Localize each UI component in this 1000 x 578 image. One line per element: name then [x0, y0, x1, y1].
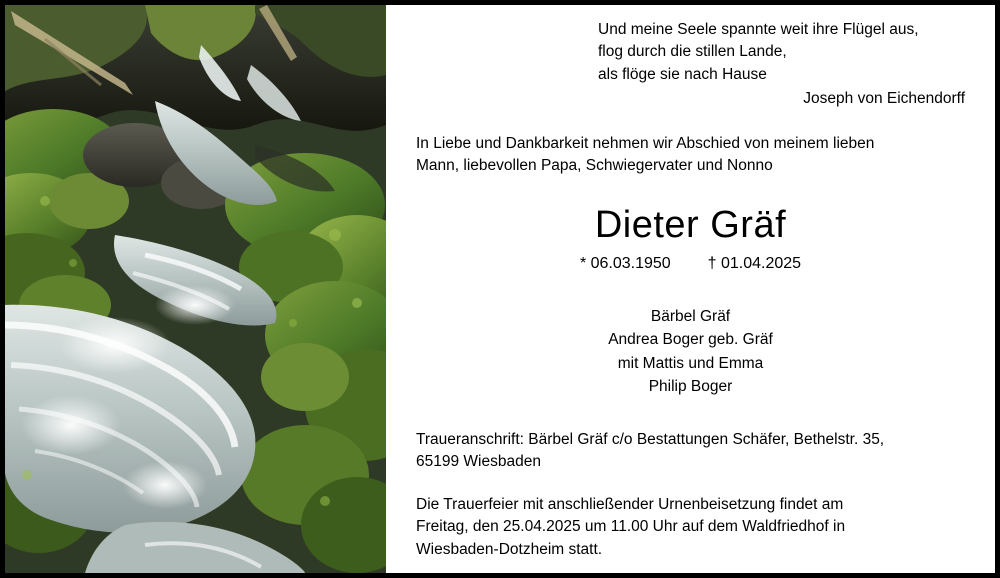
family-member: Philip Boger [648, 378, 733, 396]
death-symbol: † [707, 254, 717, 272]
poem-block [598, 19, 965, 111]
ceremony-block [416, 494, 965, 561]
family-member: Andrea Boger geb. Gräf [608, 331, 773, 349]
ceremony-line: Freitag, den 25.04.2025 um 11.00 Uhr auf dem Waldfriedhof in [416, 518, 846, 536]
birth-symbol: * [579, 254, 587, 272]
intro-block [416, 133, 965, 178]
intro-line: Mann, liebevollen Papa, Schwiegervater und Nonno [416, 157, 773, 175]
obituary-text-panel [386, 5, 995, 573]
forest-stream-illustration [5, 5, 386, 573]
deceased-name: Dieter Gräf [594, 203, 787, 246]
address-line: 65199 Wiesbaden [416, 453, 541, 471]
poem-line: als flöge sie nach Hause [598, 65, 767, 83]
poem-author: Joseph von Eichendorff [803, 90, 965, 108]
birth-date: 06.03.1950 [590, 254, 671, 272]
address-line: Traueranschrift: Bärbel Gräf c/o Bestattungen Schäfer, Bethelstr. 35, [416, 431, 885, 448]
family-member: Bärbel Gräf [650, 307, 731, 325]
family-member: mit Mattis und Emma [617, 354, 764, 372]
family-block [416, 305, 965, 399]
forest-stream-photo [5, 5, 386, 573]
poem-line: flog durch die stillen Lande, [598, 43, 787, 61]
ceremony-line: Die Trauerfeier mit anschließender Urnenbeisetzung findet am [416, 495, 844, 513]
life-dates [416, 255, 965, 273]
mourning-address-block [416, 429, 965, 474]
intro-line: In Liebe und Dankbarkeit nehmen wir Abschied von meinem lieben [416, 134, 875, 152]
poem-line: Und meine Seele spannte weit ihre Flügel aus, [598, 21, 919, 38]
ceremony-line: Wiesbaden-Dotzheim statt. [416, 540, 603, 558]
death-date: 01.04.2025 [720, 254, 802, 272]
